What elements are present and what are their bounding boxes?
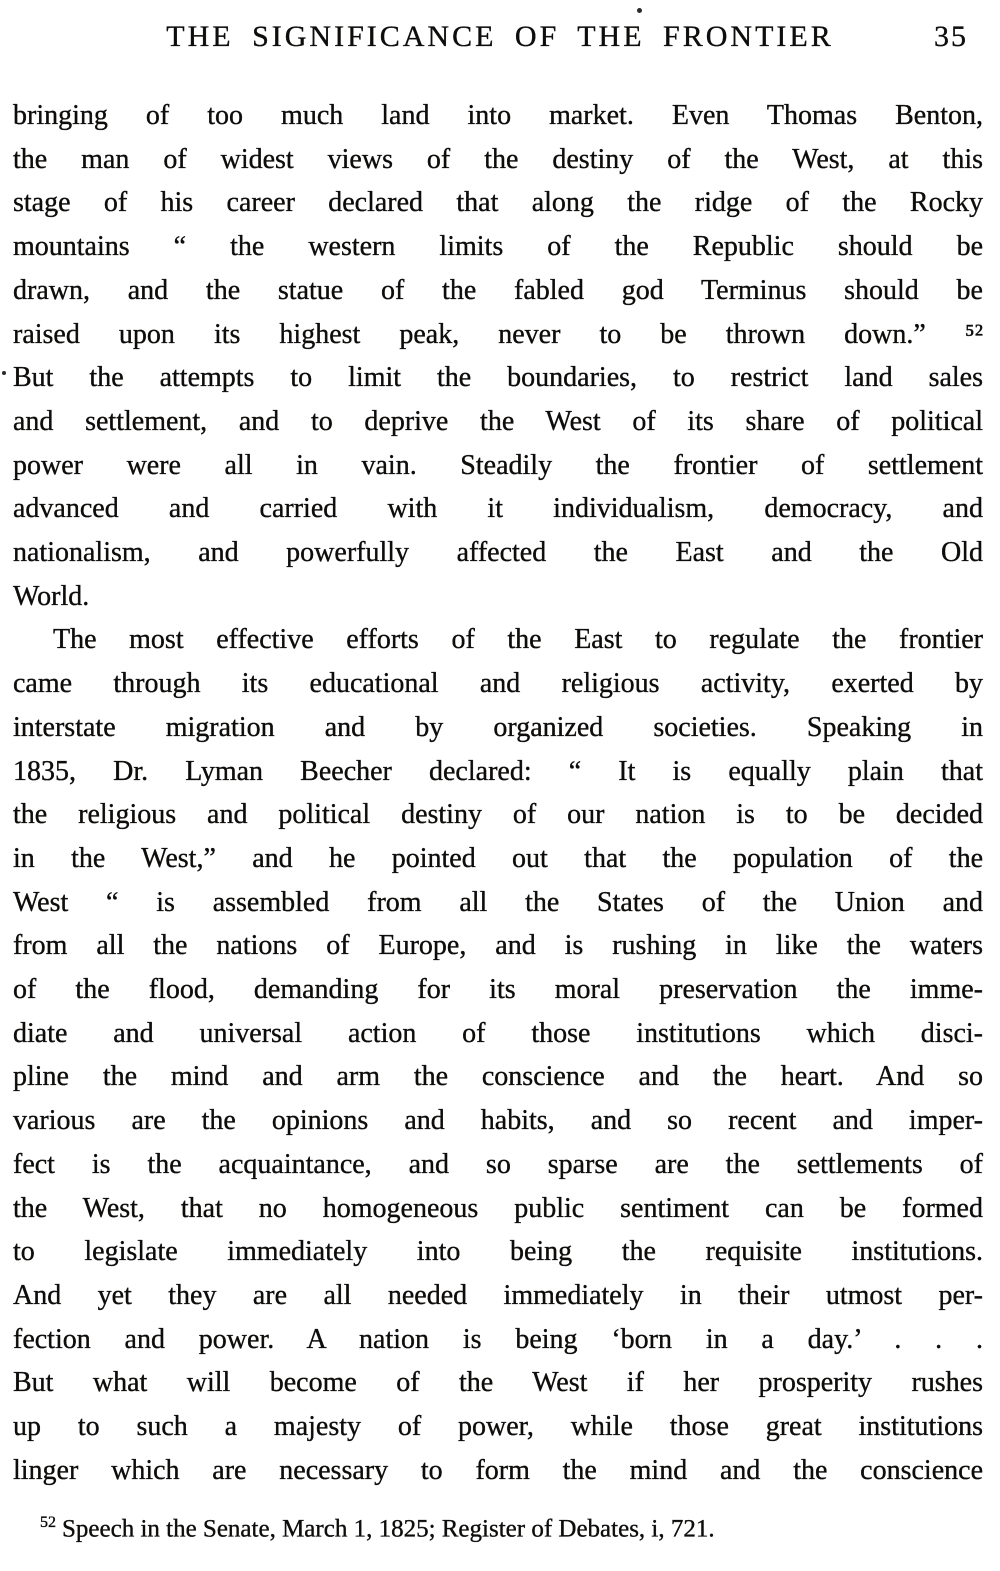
body-text (13, 94, 983, 1493)
text-line: bringing of too much land into market. Even Thomas Benton, (13, 100, 983, 131)
text-line: the West, that no homogeneous public sentiment can be formed (13, 1192, 983, 1224)
page-number: 35 (934, 20, 968, 53)
text-line: and settlement, and to deprive the West of its share of political (13, 405, 983, 437)
text-line: drawn, and the statue of the fabled god Terminus should be (13, 274, 983, 306)
text-line: to legislate immediately into being the requisite institutions. (13, 1236, 983, 1268)
text-line: diate and universal action of those institutions which disci- (13, 1017, 983, 1049)
running-head (0, 20, 1000, 60)
text-line: World. (13, 580, 90, 612)
scan-artifact-dot (637, 8, 642, 13)
text-line: up to such a majesty of power, while those great institutions (13, 1411, 983, 1443)
text-line: And yet they are all needed immediately in their utmost per- (13, 1279, 983, 1311)
text-line: power were all in vain. Steadily the frontier of settlement (13, 449, 983, 481)
text-line: stage of his career declared that along the ridge of the Rocky (13, 187, 983, 219)
text-line: 1835, Dr. Lyman Beecher declared: “ It is equally plain that (13, 755, 983, 787)
text-line: mountains “ the western limits of the Republic should be (13, 231, 983, 263)
footnote (40, 1506, 970, 1546)
text-line: came through its educational and religious activity, exerted by (13, 668, 983, 700)
text-line: West “ is assembled from all the States of the Union and (13, 886, 983, 918)
text-line: pline the mind and arm the conscience and the heart. And so (13, 1061, 983, 1093)
text-line: the man of widest views of the destiny of the West, at this (13, 143, 983, 175)
text-line: linger which are necessary to form the mind and the conscience (13, 1454, 983, 1486)
text-line: from all the nations of Europe, and is rushing in like the waters (13, 930, 983, 962)
text-line: various are the opinions and habits, and so recent and imper- (13, 1105, 983, 1137)
text-line: The most effective efforts of the East to regulate the frontier (53, 624, 983, 656)
text-line: advanced and carried with it individualism, democracy, and (13, 493, 983, 525)
page-header-title: THE SIGNIFICANCE OF THE FRONTIER (166, 20, 834, 53)
text-line: But what will become of the West if her prosperity rushes (13, 1367, 983, 1399)
text-line: fect is the acquaintance, and so sparse are the settlements of (13, 1148, 983, 1180)
text-line: raised upon its highest peak, never to be thrown down.” ⁵² (13, 318, 983, 350)
text-line: the religious and political destiny of our nation is to be decided (13, 799, 983, 831)
scan-artifact-dot (2, 371, 6, 375)
footnote-text: Speech in the Senate, March 1, 1825; Register of Debates, i, 721. (62, 1515, 715, 1543)
text-line: nationalism, and powerfully affected the East and the Old (13, 537, 983, 569)
text-line: of the flood, demanding for its moral preservation the imme- (13, 974, 983, 1006)
footnote-marker: 52 (40, 1514, 56, 1531)
text-line: interstate migration and by organized societies. Speaking in (13, 711, 983, 743)
text-line: fection and power. A nation is being ‘born in a day.’ . . . (13, 1323, 983, 1355)
text-line: But the attempts to limit the boundaries, to restrict land sales (13, 362, 983, 394)
text-line: in the West,” and he pointed out that the population of the (13, 842, 983, 874)
